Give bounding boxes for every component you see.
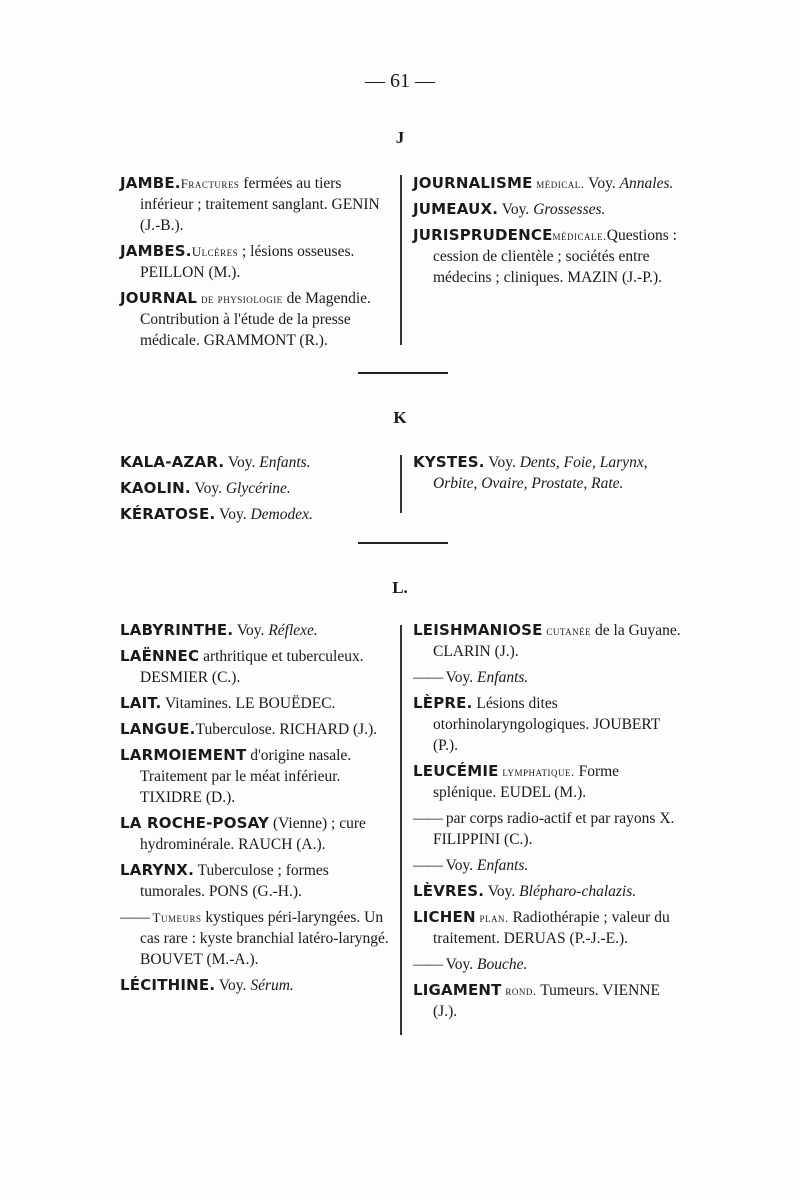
index-entry [120, 288, 390, 351]
entry-text: d'origine nasale. Traitement par le méat inférieur. TIXIDRE (D.). [140, 747, 352, 806]
index-entry [120, 813, 390, 855]
entry-heading: JURISPRUDENCE [413, 226, 553, 244]
index-entry [413, 173, 683, 194]
index-entry [120, 860, 390, 902]
entry-heading: LÈPRE. [413, 694, 473, 712]
column-k-right [413, 452, 683, 499]
index-entry [413, 761, 683, 803]
index-entry [413, 907, 683, 949]
entry-reference: Réflexe. [268, 622, 318, 639]
entry-text: Voy. [233, 622, 269, 639]
entry-text: de Magendie. Contribution à l'étude de la presse médicale. GRAMMONT (R.). [140, 290, 371, 349]
entry-subheading: lymphatique. [498, 764, 575, 779]
index-entry [413, 881, 683, 902]
entry-text: Voy. [215, 506, 251, 523]
entry-heading: LABYRINTHE. [120, 621, 234, 639]
section-letter-l: L. [392, 578, 408, 597]
entry-text: fermées au tiers inférieur ; traitement sanglant. GENIN (J.-B.). [140, 175, 380, 234]
entry-text: Voy. [484, 454, 520, 471]
entry-text: Voy. [442, 956, 478, 973]
index-entry [120, 693, 390, 714]
entry-text: Radiothérapie ; valeur du traitement. DERUAS (P.-J.-E.). [433, 909, 670, 947]
index-entry [413, 667, 683, 688]
column-divider [400, 175, 402, 345]
section-rule [358, 372, 448, 374]
column-l-right [413, 620, 683, 1027]
entry-text: Tuberculose ; formes tumorales. PONS (G.-H.). [140, 862, 329, 900]
entry-heading: LICHEN [413, 908, 476, 926]
entry-heading: JOURNAL [120, 289, 198, 307]
entry-text: Forme splénique. EUDEL (M.). [433, 763, 620, 801]
entry-subheading: médicale. [552, 228, 607, 243]
index-entry [120, 719, 390, 740]
entry-reference: Blépharo-chalazis. [519, 883, 637, 900]
entry-dash: —— [413, 810, 442, 827]
index-entry [413, 980, 683, 1022]
entry-heading: JOURNALISME [413, 174, 533, 192]
entry-reference: Annales. [619, 175, 674, 192]
entry-text: Tuberculose. RICHARD (J.). [195, 721, 378, 738]
entry-heading: LARYNX. [120, 861, 194, 879]
entry-text: Voy. [190, 480, 226, 497]
index-entry [413, 954, 683, 975]
column-divider [400, 455, 402, 513]
entry-subheading: cutanée [542, 623, 592, 638]
entry-reference: Enfants. [477, 857, 529, 874]
column-divider [400, 625, 402, 1035]
entry-heading: LEUCÉMIE [413, 762, 499, 780]
entry-text: Questions : cession de clientèle ; sociétés entre médecins ; cliniques. MAZIN (J.-P.). [433, 227, 677, 286]
entry-dash: —— [413, 669, 442, 686]
entry-subheading: Tumeurs [149, 910, 202, 925]
index-entry [120, 646, 390, 688]
entry-text: Voy. [215, 977, 251, 994]
index-entry [413, 808, 683, 850]
index-entry [120, 241, 390, 283]
entry-reference: Sérum. [250, 977, 294, 994]
index-entry [120, 504, 390, 525]
entry-heading: LARMOIEMENT [120, 746, 247, 764]
index-entry [120, 173, 390, 236]
index-entry [120, 975, 390, 996]
column-l-left [120, 620, 390, 1001]
entry-text: Voy. [442, 669, 478, 686]
entry-dash: —— [413, 857, 442, 874]
index-entry [413, 693, 683, 756]
entry-text: Vitamines. LE BOUËDEC. [161, 695, 336, 712]
entry-dash: —— [120, 909, 149, 926]
entry-reference: Grossesses. [533, 201, 606, 218]
entry-heading: LAIT. [120, 694, 162, 712]
entry-heading: KAOLIN. [120, 479, 191, 497]
entry-text: ; lésions osseuses. PEILLON (M.). [140, 243, 355, 281]
entry-heading: LANGUE. [120, 720, 196, 738]
page-number: — 61 — [365, 70, 435, 92]
entry-text: Voy. [484, 883, 520, 900]
index-entry [120, 478, 390, 499]
entry-reference: Bouche. [477, 956, 528, 973]
entry-reference: Dents, Foie, Larynx, Orbite, Ovaire, Prostate, Rate. [433, 454, 648, 492]
entry-heading: KÉRATOSE. [120, 505, 216, 523]
section-letter-j: J [395, 128, 405, 147]
entry-subheading: rond. [501, 983, 537, 998]
entry-text: arthritique et tuberculeux. DESMIER (C.). [140, 648, 364, 686]
index-entry [120, 907, 390, 970]
section-letter-k: K [393, 408, 407, 427]
entry-text: Voy. [442, 857, 478, 874]
entry-heading: JAMBES. [120, 242, 192, 260]
entry-heading: LÈVRES. [413, 882, 485, 900]
index-entry [413, 620, 683, 662]
entry-heading: LEISHMANIOSE [413, 621, 543, 639]
entry-subheading: Fractures [180, 176, 240, 191]
entry-subheading: Ulcères [191, 244, 239, 259]
column-k-left [120, 452, 390, 530]
index-entry [413, 199, 683, 220]
entry-heading: LA ROCHE-POSAY [120, 814, 270, 832]
section-rule [358, 542, 448, 544]
index-entry [413, 225, 683, 288]
entry-subheading: médical. [532, 176, 585, 191]
entry-heading: KYSTES. [413, 453, 485, 471]
entry-text: Voy. [224, 454, 260, 471]
entry-reference: Demodex. [250, 506, 313, 523]
entry-heading: KALA-AZAR. [120, 453, 225, 471]
entry-heading: LAËNNEC [120, 647, 200, 665]
entry-text: Lésions dites otorhinolaryngologiques. JOUBERT (P.). [433, 695, 660, 754]
entry-text: Tumeurs. VIENNE (J.). [433, 982, 660, 1020]
index-entry [413, 452, 683, 494]
index-entry [413, 855, 683, 876]
entry-text: Voy. [498, 201, 534, 218]
entry-heading: LÉCITHINE. [120, 976, 216, 994]
entry-text: (Vienne) ; cure hydrominérale. RAUCH (A.). [140, 815, 366, 853]
column-j-left [120, 173, 390, 356]
entry-text: kystiques péri-laryngées. Un cas rare : kyste branchial latéro-laryngé. BOUVET (M.-A.). [140, 909, 389, 968]
entry-subheading: plan. [475, 910, 509, 925]
entry-text: Voy. [584, 175, 620, 192]
entry-heading: LIGAMENT [413, 981, 502, 999]
column-j-right [413, 173, 683, 293]
entry-text: par corps radio-actif et par rayons X. FILIPPINI (C.). [433, 810, 675, 848]
entry-reference: Enfants. [477, 669, 529, 686]
entry-heading: JAMBE. [120, 174, 181, 192]
entry-heading: JUMEAUX. [413, 200, 499, 218]
index-entry [120, 452, 390, 473]
entry-dash: —— [413, 956, 442, 973]
entry-reference: Glycérine. [225, 480, 291, 497]
entry-subheading: de physiologie [197, 291, 283, 306]
entry-reference: Enfants. [259, 454, 311, 471]
entry-text: de la Guyane. CLARIN (J.). [433, 622, 681, 660]
index-entry [120, 745, 390, 808]
index-entry [120, 620, 390, 641]
